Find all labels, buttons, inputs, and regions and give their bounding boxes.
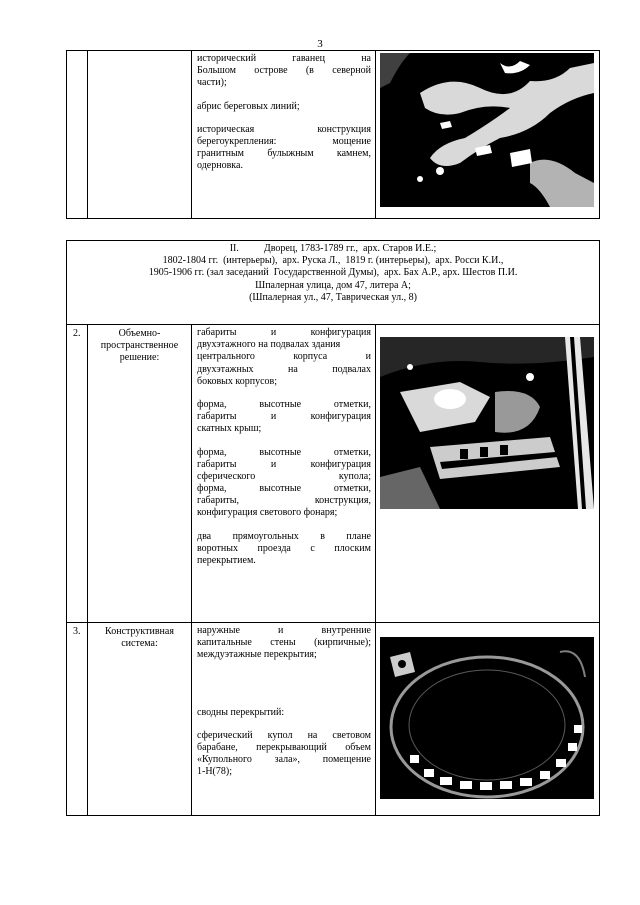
row-name: Объемно-пространственное решение: [88, 325, 192, 623]
table-row [67, 623, 600, 816]
table-row [67, 325, 600, 623]
object-title-cell [67, 241, 600, 325]
text-line: капитальные стены (кирпичные); [197, 637, 371, 649]
text-line: форма, высотные отметки, [197, 483, 371, 495]
photo-cell [376, 325, 600, 623]
text-line: сферического купола; [197, 470, 371, 482]
title-line: 1802-1804 гг. (интерьеры), арх. Руска Л., 1819 г. (интерьеры), арх. Росси К.И., [162, 255, 504, 267]
text-line: сферический купол на световом [197, 729, 371, 741]
row-name: Конструктивная система: [88, 623, 192, 816]
text-line: исторический гаванец на [197, 53, 371, 64]
text-line: абрис береговых линий; [197, 100, 300, 112]
text-line: габариты и конфигурация [197, 458, 371, 470]
description-cell [192, 51, 376, 219]
island-harbor-photo [380, 53, 594, 207]
text-line: скатных крыш; [197, 423, 262, 435]
photo-cell [376, 51, 600, 219]
dome-interior-photo [380, 637, 594, 799]
palace-aerial-photo [380, 337, 594, 509]
text-line: форма, высотные отметки, [197, 446, 371, 458]
text-line: наружные и внутренние [197, 625, 371, 636]
title-line: Шпалерная улица, дом 47, литера А; [255, 279, 411, 291]
text-line: барабане, перекрывающий объем [197, 741, 371, 753]
text-line: форма, высотные отметки, [197, 398, 371, 410]
text-line: берегоукрепления: мощение [197, 135, 371, 147]
text-line: двухэтажных на подвалах [197, 363, 371, 375]
continuation-table [66, 50, 600, 219]
text-line: центрального корпуса и [197, 351, 371, 363]
title-line: (Шпалерная ул., 47, Таврическая ул., 8) [249, 291, 417, 303]
text-line: воротных проезда с плоским [197, 542, 371, 554]
text-line: габариты и конфигурация [197, 411, 371, 423]
number-cell-empty [67, 51, 88, 219]
text-line: сводны перекрытий: [197, 706, 285, 718]
description-cell [192, 325, 376, 623]
text-line: боковых корпусов; [197, 375, 278, 387]
page-number: 3 [317, 38, 323, 50]
text-line: габариты и конфигурация [197, 327, 371, 338]
text-line: части); [197, 77, 227, 89]
object-table [66, 240, 600, 816]
title-line: 1905-1906 гг. (зал заседаний Государственной Думы), арх. Бах А.Р., арх. Шестов П.И. [148, 267, 518, 279]
row-number: 3. [67, 623, 88, 816]
text-line: конфигурация светового фонаря; [197, 507, 338, 519]
text-line: одерновка. [197, 160, 243, 172]
text-line: Большом острове (в северной [197, 65, 371, 77]
text-line: два прямоугольных в плане [197, 530, 371, 542]
text-line: перекрытием. [197, 555, 256, 566]
text-line: 1-Н(78); [197, 766, 232, 778]
row-number: 2. [67, 325, 88, 623]
name-cell-empty [88, 51, 192, 219]
text-line: историческая конструкция [197, 123, 371, 135]
title-line: II. Дворец, 1783-1789 гг., арх. Старов И.Е.; [229, 243, 437, 254]
description-cell [192, 623, 376, 816]
text-line: междуэтажные перекрытия; [197, 649, 317, 661]
text-line: двухэтажного на подвалах здания [197, 339, 341, 351]
text-line: габариты, конструкция, [197, 495, 371, 507]
text-line: «Купольного зала», помещение [197, 754, 371, 766]
text-line: гранитным булыжным камнем, [197, 148, 371, 160]
photo-cell [376, 623, 600, 816]
